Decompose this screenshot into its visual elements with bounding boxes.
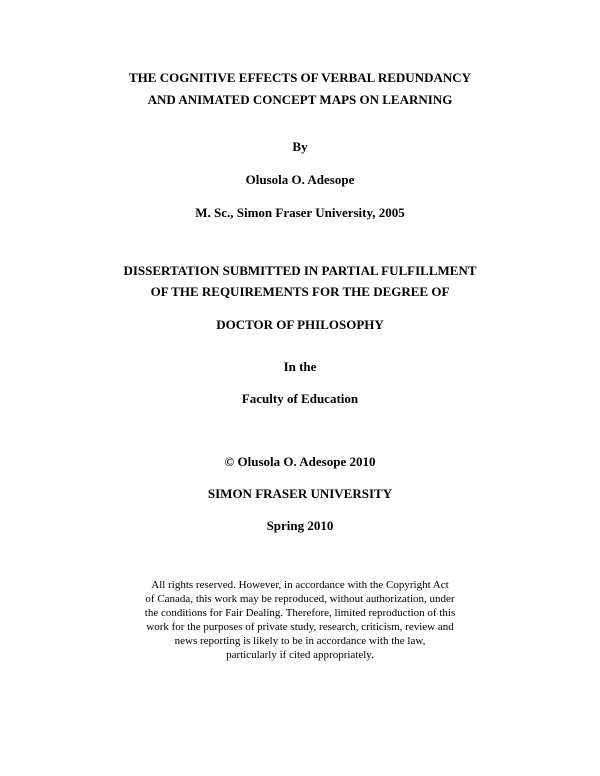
- rights-line: the conditions for Fair Dealing. Therefore, limited reproduction of this: [144, 607, 456, 619]
- rights-line: work for the purposes of private study, research, criticism, review and: [146, 621, 454, 633]
- title-line-2: AND ANIMATED CONCEPT MAPS ON LEARNING: [147, 92, 453, 107]
- by-label: By: [292, 139, 308, 154]
- university-name: SIMON FRASER UNIVERSITY: [207, 486, 393, 501]
- rights-line: news reporting is likely to be in accordance with the law,: [174, 635, 426, 647]
- degree-name: DOCTOR OF PHILOSOPHY: [216, 317, 384, 332]
- term: Spring 2010: [266, 518, 334, 533]
- copyright-notice: © Olusola O. Adesope 2010: [224, 454, 376, 469]
- title-line-1: THE COGNITIVE EFFECTS OF VERBAL REDUNDANCY: [128, 70, 472, 85]
- author-name: Olusola O. Adesope: [245, 172, 355, 187]
- faculty-name: Faculty of Education: [241, 391, 359, 406]
- dissertation-line-2: OF THE REQUIREMENTS FOR THE DEGREE OF: [150, 284, 450, 299]
- prior-degree: M. Sc., Simon Fraser University, 2005: [195, 205, 405, 220]
- rights-line: of Canada, this work may be reproduced, without authorization, under: [145, 593, 455, 605]
- in-the-label: In the: [283, 359, 317, 374]
- dissertation-line-1: DISSERTATION SUBMITTED IN PARTIAL FULFILLMENT: [123, 263, 477, 278]
- rights-paragraph: [0, 578, 600, 662]
- rights-line: particularly if cited appropriately.: [226, 649, 374, 661]
- rights-line: All rights reserved. However, in accordance with the Copyright Act: [151, 579, 449, 591]
